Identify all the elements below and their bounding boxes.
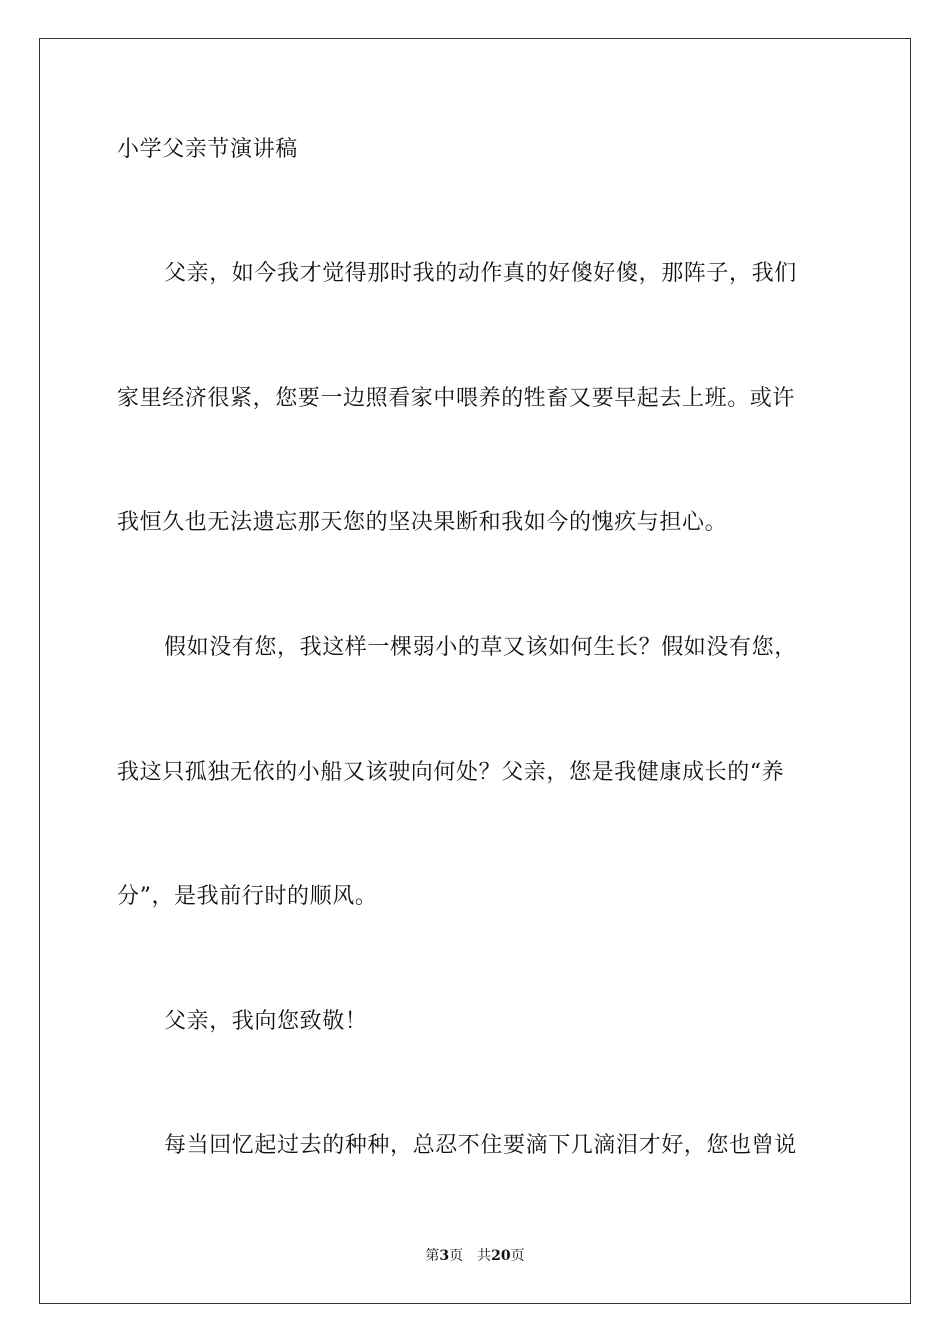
paragraph-line: 父亲，我向您致敬！ — [164, 1009, 368, 1034]
total-label-suffix: 页 — [510, 1248, 525, 1264]
paragraph-line: 家里经济很紧，您要一边照看家中喂养的牲畜又要早起去上班。或许 — [117, 386, 796, 411]
paragraph-line: 我恒久也无法遗忘那天您的坚决果断和我如今的愧疚与担心。 — [117, 510, 728, 535]
paragraph-line: 假如没有您，我这样一棵弱小的草又该如何生长？假如没有您， — [164, 635, 797, 660]
paragraph-line: 每当回忆起过去的种种，总忍不住要滴下几滴泪才好，您也曾说 — [164, 1133, 797, 1158]
paragraph-line: 分”，是我前行时的顺风。 — [117, 884, 378, 909]
total-label-prefix: 共 — [477, 1248, 492, 1264]
total-pages: 20 — [491, 1248, 511, 1264]
paragraph-line: 父亲，如今我才觉得那时我的动作真的好傻好傻，那阵子，我们 — [164, 261, 797, 286]
page-label-suffix: 页 — [449, 1248, 464, 1264]
document-title: 小学父亲节演讲稿 — [117, 137, 298, 162]
paragraph-line: 我这只孤独无依的小船又该驶向何处？父亲，您是我健康成长的“养 — [117, 760, 785, 785]
page-number: 3 — [439, 1248, 450, 1264]
page-frame — [39, 38, 911, 1304]
page-footer — [0, 1246, 950, 1266]
page-label-prefix: 第 — [425, 1248, 440, 1264]
